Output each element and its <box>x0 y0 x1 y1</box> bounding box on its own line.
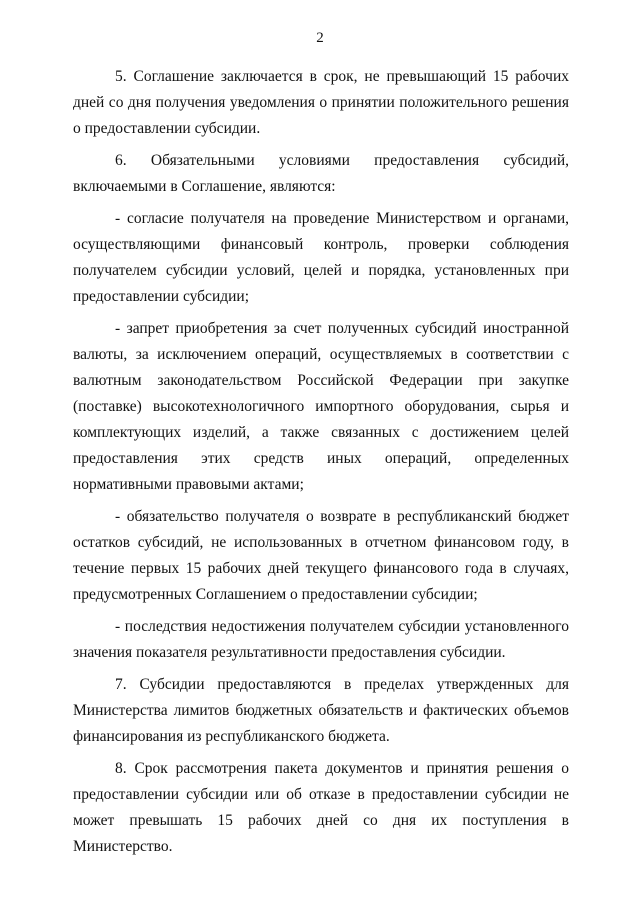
paragraph-7-limits: 7. Субсидии предоставляются в пределах утвержденных для Министерства лимитов бюджетных обязательств и фактических объемов финансирования из республиканского бюджета. <box>73 676 569 745</box>
condition-non-achievement-consequences: - последствия недостижения получателем субсидии установленного значения показателя результативности предоставления субсидии. <box>73 618 569 661</box>
document-body <box>73 64 569 866</box>
page-number: 2 <box>316 30 324 46</box>
paragraph-6-mandatory-conditions: 6. Обязательными условиями предоставления субсидий, включаемыми в Соглашение, являются: <box>73 152 569 195</box>
paragraph-8-review-term: 8. Срок рассмотрения пакета документов и принятия решения о предоставлении субсидии или об отказе в предоставлении субсидии не может превышать 15 рабочих дней со дня их поступления в Министерство. <box>73 760 569 855</box>
condition-return-obligation: - обязательство получателя о возврате в республиканский бюджет остатков субсидий, не использованных в отчетном финансовом году, в течение первых 15 рабочих дней текущего финансового года в случаях, предусмотренных Соглашением о предоставлении субсидии; <box>73 508 569 603</box>
condition-inspection-consent: - согласие получателя на проведение Министерством и органами, осуществляющими финансовый контроль, проверки соблюдения получателем субсидии условий, целей и порядка, установленных при предоставлении субсидии; <box>73 210 569 305</box>
paragraph-5-agreement-term: 5. Соглашение заключается в срок, не превышающий 15 рабочих дней со дня получения уведомления о принятии положительного решения о предоставлении субсидии. <box>73 68 569 137</box>
condition-currency-ban: - запрет приобретения за счет полученных субсидий иностранной валюты, за исключением операций, осуществляемых в соответствии с валютным законодательством Российской Федерации при закупке (поставке) высокотехнологичного импортного оборудования, сырья и комплектующих изделий, а также связанных с достижением целей предоставления этих средств иных операций, определенных нормативными правовыми актами; <box>73 320 569 493</box>
